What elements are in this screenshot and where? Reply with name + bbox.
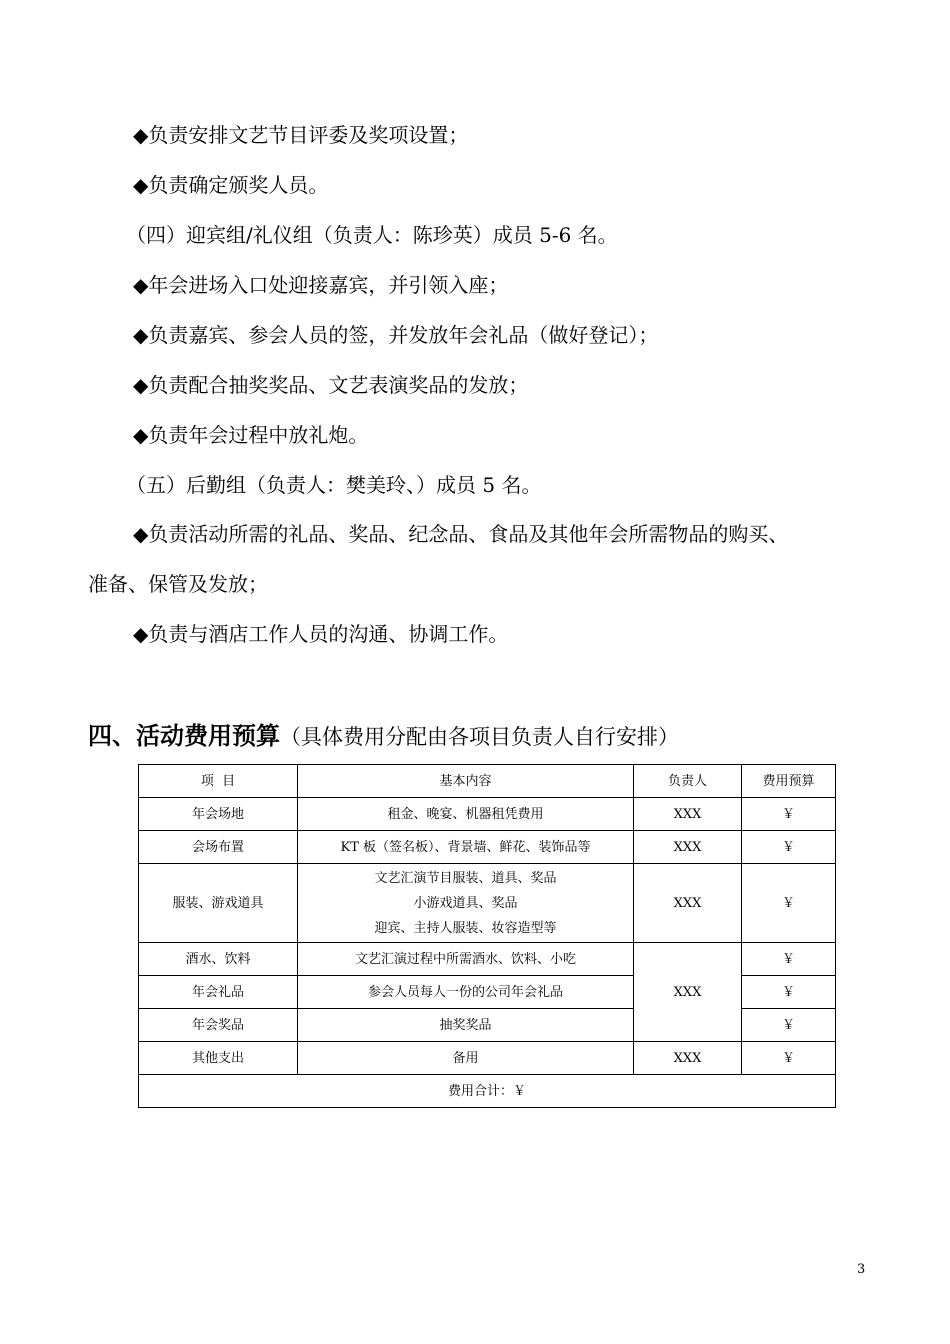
cell-budget: ￥	[742, 1042, 836, 1075]
paragraph: ◆负责确定颁奖人员。	[133, 173, 329, 197]
cell-content: KT 板（签名板）、背景墙、鲜花、装饰品等	[298, 831, 634, 864]
cell-item: 服装、游戏道具	[139, 864, 298, 943]
paragraph: ◆负责与酒店工作人员的沟通、协调工作。	[133, 622, 509, 646]
section-title: 四、活动费用预算	[88, 722, 280, 750]
page-number: 3	[857, 1262, 866, 1277]
cell-item: 酒水、饮料	[139, 943, 298, 976]
cell-owner: XXX	[634, 1042, 742, 1075]
cell-owner: XXX	[634, 831, 742, 864]
paragraph: ◆年会进场入口处迎接嘉宾，并引领入座；	[133, 273, 509, 297]
cell-budget: ￥	[742, 864, 836, 943]
cell-budget: ￥	[742, 943, 836, 976]
cell-item: 年会礼品	[139, 976, 298, 1009]
table-row	[139, 943, 836, 976]
paragraph: ◆负责年会过程中放礼炮。	[133, 423, 369, 447]
table-header-row	[139, 765, 836, 798]
table-row	[139, 864, 836, 943]
cell-owner-merged: XXX	[634, 943, 742, 1042]
cell-content: 文艺汇演过程中所需酒水、饮料、小吃	[298, 943, 634, 976]
content-line: 迎宾、主持人服装、妆容造型等	[374, 920, 557, 936]
cell-content	[298, 864, 634, 943]
subheading-logistics-group: （五）后勤组（负责人：樊美玲、）成员 5 名。	[126, 473, 542, 497]
section-note: （具体费用分配由各项目负责人自行安排）	[280, 725, 679, 749]
cell-budget: ￥	[742, 798, 836, 831]
paragraph: ◆负责活动所需的礼品、奖品、纪念品、食品及其他年会所需物品的购买、	[133, 522, 789, 546]
cell-item: 年会奖品	[139, 1009, 298, 1042]
cell-item: 会场布置	[139, 831, 298, 864]
content-line: 文艺汇演节目服装、道具、奖品	[374, 870, 557, 886]
paragraph-continuation: 准备、保管及发放；	[88, 572, 268, 596]
cell-budget: ￥	[742, 976, 836, 1009]
cell-item: 年会场地	[139, 798, 298, 831]
cell-owner: XXX	[634, 864, 742, 943]
table-row	[139, 798, 836, 831]
header-item: 项 目	[139, 765, 298, 798]
content-line: 小游戏道具、奖品	[413, 895, 518, 911]
paragraph: ◆负责配合抽奖奖品、文艺表演奖品的发放；	[133, 373, 529, 397]
paragraph: ◆负责嘉宾、参会人员的签，并发放年会礼品（做好登记）；	[133, 323, 659, 347]
subheading-greeting-group: （四）迎宾组/礼仪组（负责人：陈珍英）成员 5-6 名。	[126, 223, 618, 247]
table-row	[139, 1042, 836, 1075]
header-owner: 负责人	[634, 765, 742, 798]
header-content: 基本内容	[298, 765, 634, 798]
cell-content: 抽奖奖品	[298, 1009, 634, 1042]
cell-budget: ￥	[742, 1009, 836, 1042]
cell-owner: XXX	[634, 798, 742, 831]
table-row	[139, 831, 836, 864]
cell-item: 其他支出	[139, 1042, 298, 1075]
header-budget: 费用预算	[742, 765, 836, 798]
cell-content: 参会人员每人一份的公司年会礼品	[298, 976, 634, 1009]
cell-content: 备用	[298, 1042, 634, 1075]
budget-table	[138, 764, 836, 1108]
cell-budget: ￥	[742, 831, 836, 864]
cell-content: 租金、晚宴、机器租凭费用	[298, 798, 634, 831]
cell-total: 费用合计：￥	[139, 1075, 836, 1108]
section-heading	[88, 716, 679, 751]
table-total-row	[139, 1075, 836, 1108]
paragraph: ◆负责安排文艺节目评委及奖项设置；	[133, 123, 469, 147]
